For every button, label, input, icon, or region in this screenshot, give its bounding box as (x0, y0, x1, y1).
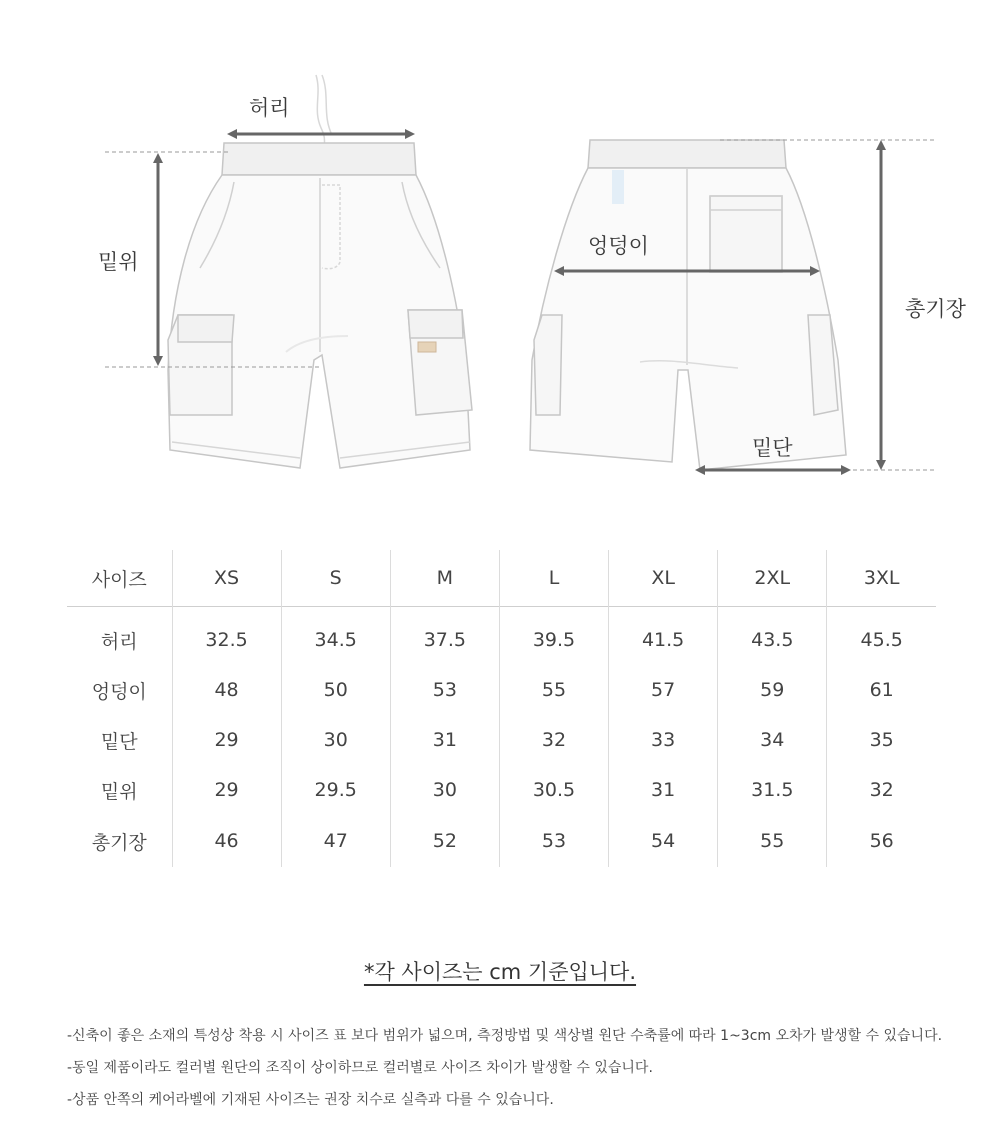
header-3xl: 3XL (863, 567, 900, 589)
table-cell: 47 (281, 815, 390, 867)
table-cell: 32 (869, 779, 894, 801)
note-1: -신축이 좋은 소재의 특성상 착용 시 사이즈 표 보다 범위가 넓으며, 측정방법 및 색상별 원단 수축률에 따라 1~3cm 오차가 발생할 수 있습니다. (67, 1028, 943, 1044)
table-cell: 53 (390, 665, 499, 715)
rise-label: 밑위 (98, 250, 139, 274)
row-label: 밑단 (67, 715, 172, 765)
table-row-hip (67, 665, 936, 715)
table-cell: 39.5 (499, 607, 608, 666)
table-cell: 35 (869, 729, 894, 751)
table-cell: 32.5 (172, 607, 281, 666)
table-row-waist (67, 607, 936, 666)
table-cell: 29.5 (281, 765, 390, 815)
table-cell: 52 (390, 815, 499, 867)
row-label: 밑위 (67, 765, 172, 815)
waist-label: 허리 (249, 96, 290, 120)
table-cell: 43.5 (718, 607, 827, 666)
table-cell: 45.5 (860, 629, 903, 651)
table-cell: 30 (281, 715, 390, 765)
table-cell: 29 (172, 765, 281, 815)
table-cell: 32 (499, 715, 608, 765)
measurement-diagram (0, 0, 1000, 500)
table-cell: 55 (499, 665, 608, 715)
table-cell: 34 (718, 715, 827, 765)
table-cell: 50 (281, 665, 390, 715)
table-cell: 37.5 (390, 607, 499, 666)
hip-label: 엉덩이 (588, 234, 649, 258)
table-cell: 56 (869, 830, 894, 852)
table-row-hem (67, 715, 936, 765)
shorts-illustration (0, 0, 1000, 500)
header-size: 사이즈 (67, 550, 172, 607)
header-l: L (499, 550, 608, 607)
table-cell: 29 (172, 715, 281, 765)
table-header-row (67, 550, 936, 607)
table-cell: 46 (172, 815, 281, 867)
row-label: 엉덩이 (67, 665, 172, 715)
unit-notice-text: *각 사이즈는 cm 기준입니다. (363, 960, 637, 984)
total-length-label: 총기장 (905, 297, 966, 321)
header-xs: XS (172, 550, 281, 607)
table-cell: 30.5 (499, 765, 608, 815)
table-cell: 33 (609, 715, 718, 765)
note-3: -상품 안쪽의 케어라벨에 기재된 사이즈는 권장 치수로 실측과 다를 수 있습니다. (67, 1092, 554, 1108)
table-cell: 53 (499, 815, 608, 867)
table-cell: 41.5 (609, 607, 718, 666)
table-cell: 31 (390, 715, 499, 765)
table-row-total-length (67, 815, 936, 867)
header-2xl: 2XL (718, 550, 827, 607)
header-xl: XL (609, 550, 718, 607)
table-cell: 31.5 (718, 765, 827, 815)
row-label: 총기장 (67, 815, 172, 867)
table-cell: 34.5 (281, 607, 390, 666)
table-cell: 30 (390, 765, 499, 815)
back-view-shorts (530, 140, 846, 470)
header-s: S (281, 550, 390, 607)
header-m: M (390, 550, 499, 607)
unit-notice (0, 956, 1000, 986)
table-cell: 55 (718, 815, 827, 867)
table-cell: 31 (609, 765, 718, 815)
row-label: 허리 (67, 607, 172, 666)
table-cell: 57 (609, 665, 718, 715)
table-cell: 61 (869, 679, 894, 701)
hem-label: 밑단 (752, 436, 793, 460)
table-cell: 59 (718, 665, 827, 715)
table-row-rise (67, 765, 936, 815)
note-2: -동일 제품이라도 컬러별 원단의 조직이 상이하므로 컬러별로 사이즈 차이가 발생할 수 있습니다. (67, 1060, 653, 1076)
table-cell: 54 (609, 815, 718, 867)
table-cell: 48 (172, 665, 281, 715)
size-table (67, 550, 936, 867)
